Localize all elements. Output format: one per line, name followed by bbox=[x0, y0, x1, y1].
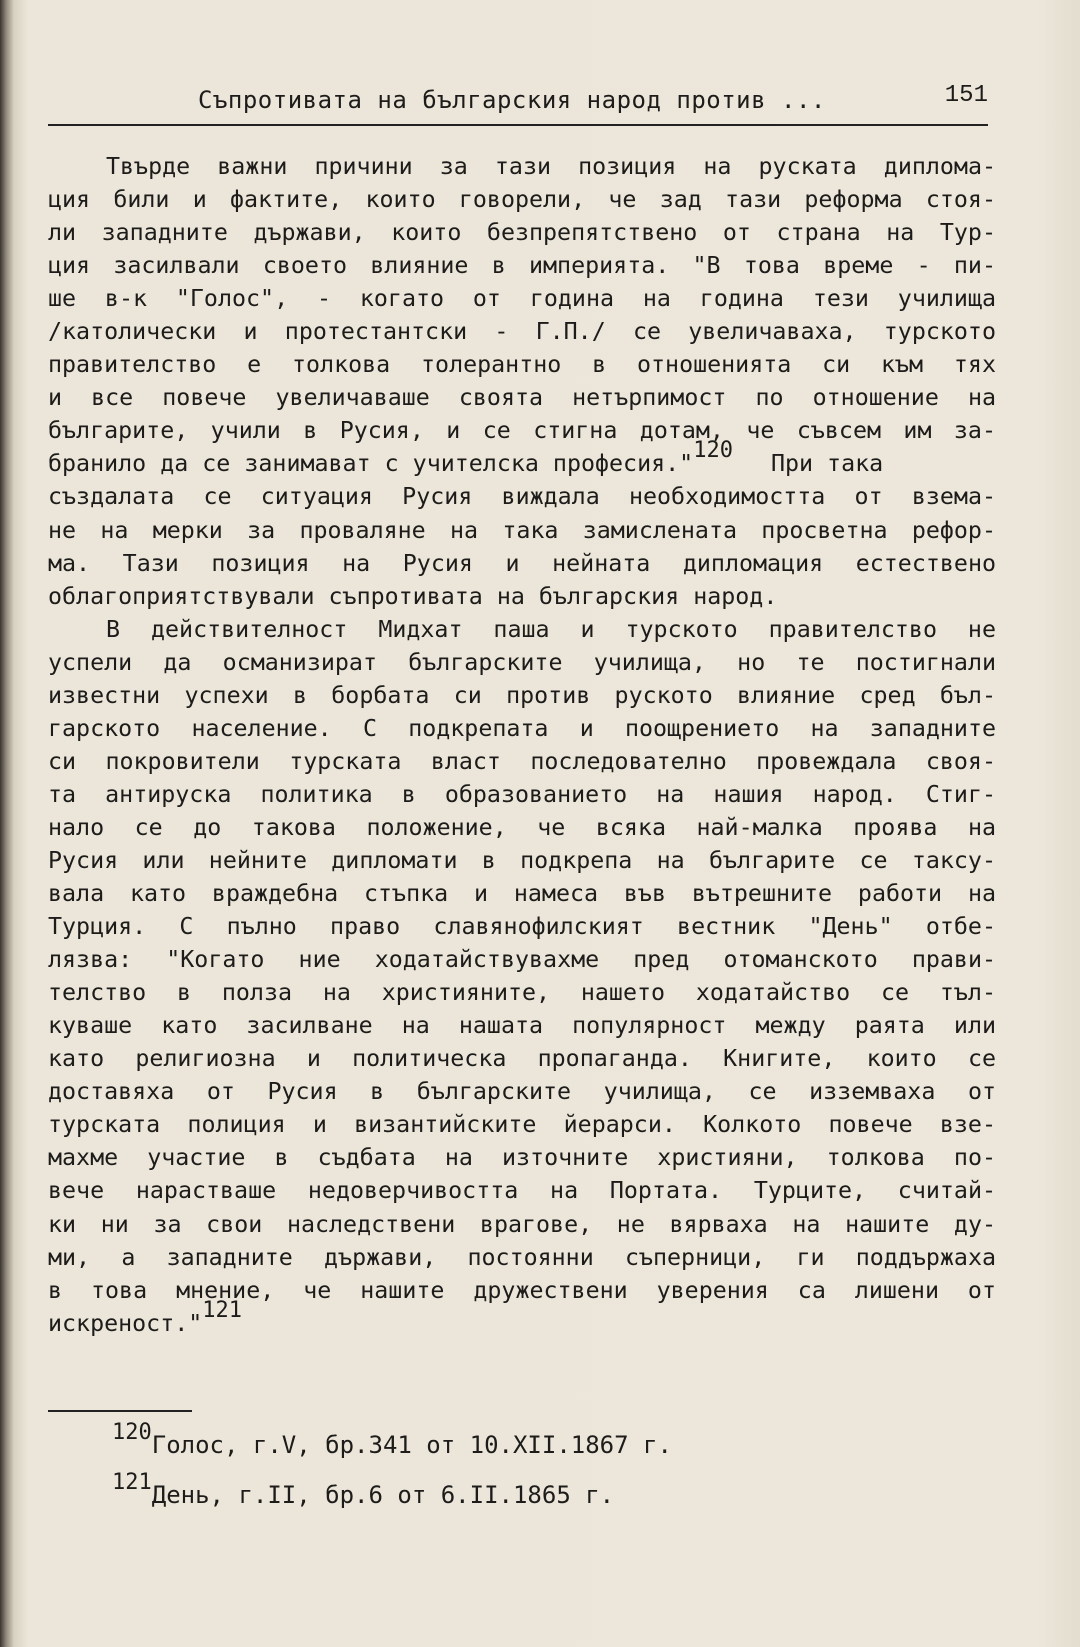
text-line: Турция. С пълно право славянофилският вестник "День" отбе- bbox=[48, 913, 996, 941]
text-line: вала като враждебна стъпка и намеса във вътрешните работи на bbox=[48, 880, 996, 908]
text-line: си покровители турската власт последователно провеждала своя- bbox=[48, 747, 996, 775]
text-line: ма. Тази позиция на Русия и нейната дипломация естествено bbox=[48, 549, 996, 577]
text-line: не на мерки за проваляне на така замислената просветна рефор- bbox=[48, 516, 996, 544]
text-line: турската полиция и византийските йерарси. Колкото повече взе- bbox=[48, 1111, 996, 1139]
text-line: вече нарастваше недоверчивостта на Портата. Турците, считай- bbox=[48, 1177, 996, 1205]
text-line bbox=[48, 1297, 996, 1340]
text-line: създалата се ситуация Русия виждала необходимостта от взема- bbox=[48, 483, 996, 511]
text-line: известни успехи в борбата си против руското влияние сред бъл- bbox=[48, 681, 996, 709]
text-line: куваше като засилване на нашата популярност между раята или bbox=[48, 1012, 996, 1040]
running-header bbox=[48, 80, 988, 126]
text-line: българите, учили в Русия, и се стигна дотам, че съвсем им за- bbox=[48, 417, 996, 445]
text-segment: бранило да се занимават с учителска професия." bbox=[48, 450, 694, 478]
footnote-number: 120 bbox=[112, 1420, 152, 1445]
text-segment: При така bbox=[770, 450, 884, 478]
text-line: В действителност Мидхат паша и турското правителство не bbox=[106, 615, 996, 643]
text-line: правителство е толкова толерантно в отношенията си към тях bbox=[48, 351, 996, 379]
text-line: ция били и фактите, които говорели, че зад тази реформа стоя- bbox=[48, 186, 996, 214]
footnote-separator bbox=[48, 1410, 192, 1412]
page-number: 151 bbox=[944, 82, 988, 109]
footnote-text: День, г.II, бр.6 от 6.II.1865 г. bbox=[151, 1481, 615, 1509]
text-line: ше в-к "Голос", - когато от година на година тези училища bbox=[48, 285, 996, 313]
text-line: Твърде важни причини за тази позиция на руската диплома- bbox=[106, 153, 996, 180]
text-line bbox=[48, 438, 996, 480]
running-title: Съпротивата на българския народ против ... bbox=[198, 86, 826, 114]
text-line: телство в полза на християните, нашето ходатайство се тъл- bbox=[48, 979, 996, 1007]
text-line: ми, а западните държави, постоянни съперници, ги поддържаха bbox=[48, 1243, 996, 1271]
text-line: гарското население. С подкрепата и поощрението на западните bbox=[48, 714, 996, 742]
text-line: ки ни за свои наследствени врагове, не вярваха на нашите ду- bbox=[48, 1210, 996, 1238]
text-line: нало се до такова положение, че всяка най-малка проява на bbox=[48, 813, 996, 841]
footnote-number: 121 bbox=[112, 1470, 152, 1495]
footnote-120 bbox=[112, 1420, 672, 1470]
body-text bbox=[48, 150, 996, 1340]
text-line: та антируска политика в образованието на нашия народ. Стиг- bbox=[48, 780, 996, 808]
footnote-ref-120: 120 bbox=[693, 438, 733, 464]
text-line: махме участие в съдбата на източните християни, толкова по- bbox=[48, 1144, 996, 1172]
text-line: облагоприятствували съпротивата на българския народ. bbox=[48, 582, 778, 610]
text-segment: искреност." bbox=[48, 1309, 203, 1337]
text-line: ли западните държави, които безпрепятствено от страна на Тур- bbox=[48, 219, 996, 247]
footnote-ref-121: 121 bbox=[202, 1297, 243, 1323]
text-line: доставяха от Русия в българските училища, се изземваха от bbox=[48, 1078, 996, 1106]
footnotes bbox=[112, 1420, 672, 1520]
footnote-text: Голос, г.V, бр.341 от 10.XII.1867 г. bbox=[151, 1431, 672, 1459]
footnote-121 bbox=[112, 1470, 672, 1520]
text-line: и все повече увеличаваше своята нетърпимост по отношение на bbox=[48, 384, 996, 412]
text-line: ция засилвали своето влияние в империята. "В това време - пи- bbox=[48, 252, 996, 280]
text-line: като религиозна и политическа пропаганда. Книгите, които се bbox=[48, 1045, 996, 1073]
text-line: успели да османизират българските училища, но те постигнали bbox=[48, 648, 996, 676]
text-line: /католически и протестантски - Г.П./ се увеличаваха, турското bbox=[48, 318, 996, 346]
text-line: в това мнение, че нашите дружествени уверения са лишени от bbox=[48, 1276, 996, 1304]
text-line: Русия или нейните дипломати в подкрепа на българите се таксу- bbox=[48, 846, 996, 874]
text-line: лязва: "Когато ние ходатайствувахме пред отоманското прави- bbox=[48, 946, 996, 974]
